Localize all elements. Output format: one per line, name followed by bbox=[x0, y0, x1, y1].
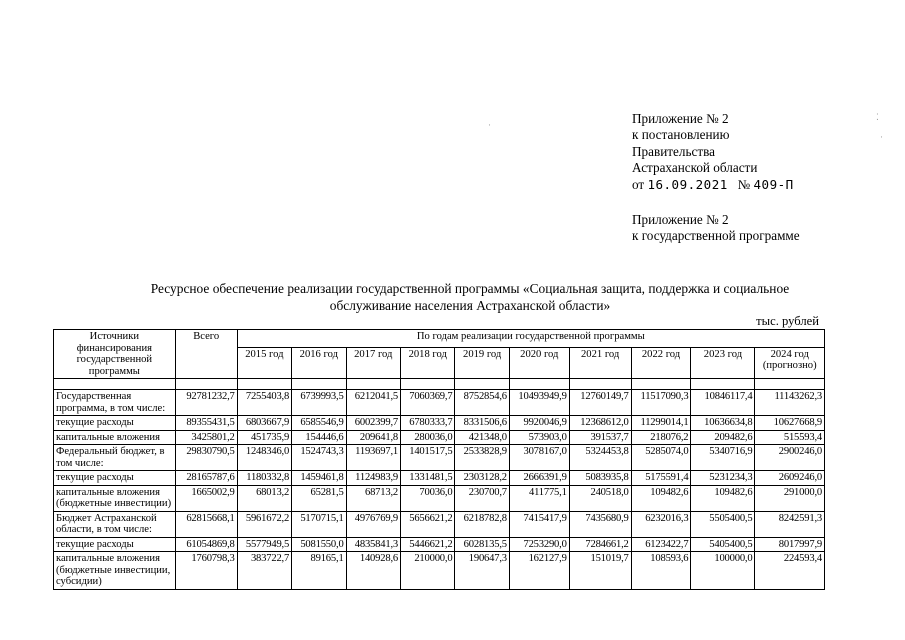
cell-year-value: 151019,7 bbox=[569, 552, 631, 590]
cell-year-value: 3078167,0 bbox=[509, 445, 569, 471]
cell-year-value: 1524743,3 bbox=[292, 445, 346, 471]
row-label: Государственная программа, в том числе: bbox=[54, 390, 176, 416]
header-year: 2019 год bbox=[455, 347, 509, 378]
header-year: 2015 год bbox=[237, 347, 291, 378]
cell-total: 1665002,9 bbox=[175, 485, 237, 511]
cell-year-value: 6212041,5 bbox=[346, 390, 400, 416]
cell-year-value: 1401517,5 bbox=[401, 445, 455, 471]
cell-year-value: 5081550,0 bbox=[292, 537, 346, 552]
cell-year-value: 5083935,8 bbox=[569, 471, 631, 486]
cell-year-value: 209482,6 bbox=[691, 430, 755, 445]
cell-total: 28165787,6 bbox=[175, 471, 237, 486]
scan-speck: · bbox=[880, 132, 883, 142]
table-row bbox=[54, 416, 825, 431]
cell-year-value: 5656621,2 bbox=[401, 511, 455, 537]
header-year: 2017 год bbox=[346, 347, 400, 378]
row-label: капитальные вложения bbox=[54, 430, 176, 445]
row-label: Федеральный бюджет, в том числе: bbox=[54, 445, 176, 471]
cell-year-value: 5231234,3 bbox=[691, 471, 755, 486]
cell-year-value: 10627668,9 bbox=[755, 416, 825, 431]
cell-year-value: 1459461,8 bbox=[292, 471, 346, 486]
header-total: Всего bbox=[175, 330, 237, 379]
row-label: капитальные вложения (бюджетные инвестиции) bbox=[54, 485, 176, 511]
cell-year-value: 6739993,5 bbox=[292, 390, 346, 416]
cell-year-value: 6232016,3 bbox=[631, 511, 691, 537]
cell-year-value: 421348,0 bbox=[455, 430, 509, 445]
cell-year-value: 6123422,7 bbox=[631, 537, 691, 552]
resolution-number: 409-П bbox=[753, 176, 794, 192]
date-prefix: от bbox=[632, 176, 645, 192]
table-row bbox=[54, 511, 825, 537]
cell-year-value: 4976769,9 bbox=[346, 511, 400, 537]
cell-year-value: 6028135,5 bbox=[455, 537, 509, 552]
cell-year-value: 5405400,5 bbox=[691, 537, 755, 552]
cell-year-value: 8752854,6 bbox=[455, 390, 509, 416]
cell-year-value: 5961672,2 bbox=[237, 511, 291, 537]
cell-year-value: 5285074,0 bbox=[631, 445, 691, 471]
cell-year-value: 515593,4 bbox=[755, 430, 825, 445]
header-year: 2021 год bbox=[569, 347, 631, 378]
cell-year-value: 7284661,2 bbox=[569, 537, 631, 552]
cell-year-value: 224593,4 bbox=[755, 552, 825, 590]
row-label: текущие расходы bbox=[54, 537, 176, 552]
cell-year-value: 230700,7 bbox=[455, 485, 509, 511]
cell-year-value: 2303128,2 bbox=[455, 471, 509, 486]
cell-year-value: 12760149,7 bbox=[569, 390, 631, 416]
cell-year-value: 451735,9 bbox=[237, 430, 291, 445]
cell-year-value: 68713,2 bbox=[346, 485, 400, 511]
cell-year-value: 291000,0 bbox=[755, 485, 825, 511]
cell-year-value: 108593,6 bbox=[631, 552, 691, 590]
annex-block-resolution bbox=[632, 111, 794, 193]
cell-year-value: 5577949,5 bbox=[237, 537, 291, 552]
cell-year-value: 1248346,0 bbox=[237, 445, 291, 471]
cell-year-value: 5340716,9 bbox=[691, 445, 755, 471]
table-row bbox=[54, 485, 825, 511]
cell-total: 61054869,8 bbox=[175, 537, 237, 552]
header-year: 2016 год bbox=[292, 347, 346, 378]
cell-year-value: 5170715,1 bbox=[292, 511, 346, 537]
table-row bbox=[54, 471, 825, 486]
header-source: Источники финансирования государственной программы bbox=[54, 330, 176, 379]
annex-line: Приложение № 2 bbox=[632, 111, 729, 126]
cell-year-value: 10846117,4 bbox=[691, 390, 755, 416]
annex-line: к постановлению bbox=[632, 127, 730, 143]
scan-speck: · bbox=[488, 120, 491, 130]
cell-year-value: 140928,6 bbox=[346, 552, 400, 590]
header-year: 2022 год bbox=[631, 347, 691, 378]
resolution-date: 16.09.2021 bbox=[647, 176, 728, 192]
header-spacer bbox=[54, 379, 825, 390]
cell-year-value: 10493949,9 bbox=[509, 390, 569, 416]
cell-year-value: 7255403,8 bbox=[237, 390, 291, 416]
cell-total: 3425801,2 bbox=[175, 430, 237, 445]
cell-total: 1760798,3 bbox=[175, 552, 237, 590]
annex-line: Правительства bbox=[632, 143, 715, 159]
number-sign: № bbox=[737, 176, 751, 192]
table-row bbox=[54, 537, 825, 552]
cell-year-value: 1331481,5 bbox=[401, 471, 455, 486]
cell-total: 89355431,5 bbox=[175, 416, 237, 431]
cell-year-value: 1180332,8 bbox=[237, 471, 291, 486]
cell-year-value: 218076,2 bbox=[631, 430, 691, 445]
annex-date-line bbox=[632, 177, 794, 193]
cell-year-value: 68013,2 bbox=[237, 485, 291, 511]
cell-year-value: 4835841,3 bbox=[346, 537, 400, 552]
cell-year-value: 411775,1 bbox=[509, 485, 569, 511]
resource-table bbox=[53, 329, 825, 590]
cell-year-value: 190647,3 bbox=[455, 552, 509, 590]
cell-year-value: 573903,0 bbox=[509, 430, 569, 445]
row-label: Бюджет Астраханской области, в том числе: bbox=[54, 511, 176, 537]
cell-year-value: 5175591,4 bbox=[631, 471, 691, 486]
cell-year-value: 10636634,8 bbox=[691, 416, 755, 431]
cell-year-value: 11143262,3 bbox=[755, 390, 825, 416]
cell-year-value: 8331506,6 bbox=[455, 416, 509, 431]
cell-year-value: 12368612,0 bbox=[569, 416, 631, 431]
cell-year-value: 11517090,3 bbox=[631, 390, 691, 416]
cell-year-value: 11299014,1 bbox=[631, 416, 691, 431]
cell-year-value: 7435680,9 bbox=[569, 511, 631, 537]
cell-year-value: 383722,7 bbox=[237, 552, 291, 590]
cell-year-value: 70036,0 bbox=[401, 485, 455, 511]
cell-total: 62815668,1 bbox=[175, 511, 237, 537]
cell-year-value: 2666391,9 bbox=[509, 471, 569, 486]
cell-total: 29830790,5 bbox=[175, 445, 237, 471]
cell-year-value: 154446,6 bbox=[292, 430, 346, 445]
row-label: текущие расходы bbox=[54, 471, 176, 486]
units-label: тыс. рублей bbox=[756, 314, 819, 328]
cell-year-value: 65281,5 bbox=[292, 485, 346, 511]
header-years-group: По годам реализации государственной программы bbox=[237, 330, 824, 348]
cell-year-value: 5505400,5 bbox=[691, 511, 755, 537]
cell-year-value: 89165,1 bbox=[292, 552, 346, 590]
header-year: 2024 год (прогнозно) bbox=[755, 347, 825, 378]
cell-year-value: 6803667,9 bbox=[237, 416, 291, 431]
cell-year-value: 391537,7 bbox=[569, 430, 631, 445]
row-label: капитальные вложения (бюджетные инвестиции, субсидии) bbox=[54, 552, 176, 590]
annex-line: Приложение № 2 bbox=[632, 212, 729, 227]
title-line: обслуживание населения Астраханской области» bbox=[329, 298, 611, 313]
header-year: 2023 год bbox=[691, 347, 755, 378]
cell-year-value: 5446621,2 bbox=[401, 537, 455, 552]
cell-year-value: 6218782,8 bbox=[455, 511, 509, 537]
cell-year-value: 210000,0 bbox=[401, 552, 455, 590]
cell-year-value: 7253290,0 bbox=[509, 537, 569, 552]
header-year: 2018 год bbox=[401, 347, 455, 378]
cell-year-value: 2609246,0 bbox=[755, 471, 825, 486]
cell-year-value: 240518,0 bbox=[569, 485, 631, 511]
table-row bbox=[54, 445, 825, 471]
cell-year-value: 1193697,1 bbox=[346, 445, 400, 471]
cell-year-value: 2900246,0 bbox=[755, 445, 825, 471]
cell-year-value: 6002399,7 bbox=[346, 416, 400, 431]
cell-year-value: 209641,8 bbox=[346, 430, 400, 445]
annex-line: к государственной программе bbox=[632, 228, 800, 244]
cell-year-value: 8242591,3 bbox=[755, 511, 825, 537]
cell-year-value: 9920046,9 bbox=[509, 416, 569, 431]
cell-year-value: 2533828,9 bbox=[455, 445, 509, 471]
cell-year-value: 7060369,7 bbox=[401, 390, 455, 416]
annex-block-program bbox=[632, 212, 800, 245]
table-row bbox=[54, 390, 825, 416]
header-year: 2020 год bbox=[509, 347, 569, 378]
row-label: текущие расходы bbox=[54, 416, 176, 431]
scan-speck: ⁚ bbox=[876, 112, 879, 122]
cell-year-value: 1124983,9 bbox=[346, 471, 400, 486]
cell-year-value: 6585546,9 bbox=[292, 416, 346, 431]
cell-year-value: 109482,6 bbox=[631, 485, 691, 511]
title-line: Ресурсное обеспечение реализации государственной программы «Социальная защита, поддержка и социальное bbox=[150, 281, 790, 296]
table-row bbox=[54, 430, 825, 445]
cell-year-value: 109482,6 bbox=[691, 485, 755, 511]
cell-total: 92781232,7 bbox=[175, 390, 237, 416]
cell-year-value: 8017997,9 bbox=[755, 537, 825, 552]
table-row bbox=[54, 552, 825, 590]
cell-year-value: 100000,0 bbox=[691, 552, 755, 590]
cell-year-value: 6780333,7 bbox=[401, 416, 455, 431]
cell-year-value: 280036,0 bbox=[401, 430, 455, 445]
cell-year-value: 5324453,8 bbox=[569, 445, 631, 471]
cell-year-value: 7415417,9 bbox=[509, 511, 569, 537]
document-title bbox=[100, 280, 840, 314]
cell-year-value: 162127,9 bbox=[509, 552, 569, 590]
annex-line: Астраханской области bbox=[632, 160, 758, 176]
